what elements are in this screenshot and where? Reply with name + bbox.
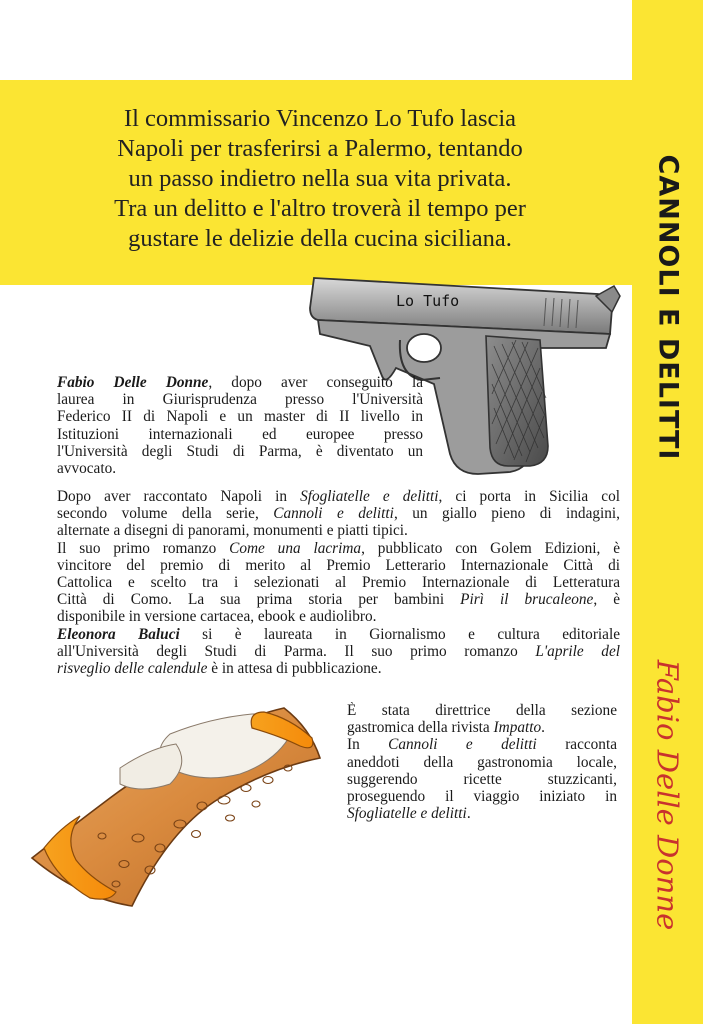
text-line: disponibile in versione cartacea, ebook e audiolibro.	[57, 608, 377, 626]
blurb-line: un passo indietro nella sua vita privata.	[128, 165, 512, 192]
text-run: , è	[593, 591, 620, 609]
spine-title-text: CANNOLI E DELITTI	[652, 154, 683, 461]
author-name: Fabio Delle Donne	[57, 374, 209, 391]
text-run: , un giallo pieno di indagini,	[393, 505, 620, 523]
text-run: si è laureata in Giornalismo e cultura editoriale	[179, 625, 620, 643]
bio-intro	[57, 374, 423, 477]
blurb	[40, 104, 600, 254]
coauthor-name: Eleonora Baluci	[57, 625, 180, 643]
text-run: è in attesa di pubblicazione.	[207, 660, 382, 678]
intro-line: l'Università degli Studi di Parma, è diventato un	[57, 442, 423, 460]
book-title: Cannoli e delitti	[273, 505, 394, 523]
text-line: alternate a disegni di panorami, monumenti e piatti tipici.	[57, 522, 408, 540]
blurb-line: Tra un delitto e l'altro troverà il tempo per	[114, 195, 526, 222]
book-title: L'aprile del	[535, 642, 620, 660]
book-title: risveglio delle calendule	[57, 660, 208, 678]
blurb-line: Napoli per trasferirsi a Palermo, tentando	[117, 135, 523, 162]
intro-line: , dopo aver conseguito la	[208, 374, 423, 391]
intro-line: laurea in Giurisprudenza presso l'Università	[57, 391, 423, 409]
text-run: gastromica della rivista	[347, 719, 494, 737]
text-line: vincitore del premio di merito al Premio Letterario Internazionale Città di	[57, 556, 620, 574]
text-line: Cattolica e scelto tra i selezionati al Premio Internazionale di Letteratura	[57, 574, 620, 592]
text-line: suggerendo ricette stuzzicanti,	[347, 770, 617, 788]
book-title: Come una lacrima	[229, 539, 362, 557]
spine-author	[632, 650, 703, 940]
text-run: , ci porta in Sicilia col	[438, 488, 620, 505]
text-run: Il suo primo romanzo	[57, 539, 230, 557]
text-run: secondo volume della serie,	[57, 505, 274, 523]
intro-line: Istituzioni internazionali ed europee presso	[57, 425, 423, 443]
cannolo-illustration	[20, 688, 338, 914]
blurb-line: Il commissario Vincenzo Lo Tufo lascia	[123, 105, 517, 132]
text-run: Dopo aver raccontato Napoli in	[57, 488, 301, 505]
book-title: Sfogliatelle e delitti	[347, 805, 467, 823]
spine-author-text: Fabio Delle Donne	[650, 659, 685, 931]
pistol-engraving: Lo Tufo	[396, 292, 460, 310]
text-line: aneddoti della gastronomia locale,	[347, 753, 617, 771]
text-run: all'Università degli Studi di Parma. Il suo primo romanzo	[57, 642, 536, 660]
book-title: Pirì il brucaleone	[460, 591, 594, 609]
text-run: .	[466, 805, 471, 823]
text-run: , pubblicato con Golem Edizioni, è	[361, 539, 620, 557]
text-run: In	[347, 736, 389, 754]
bio-main	[57, 488, 620, 677]
text-line: È stata direttrice della sezione	[347, 702, 617, 719]
magazine-title: Impatto	[493, 719, 542, 737]
intro-line: Federico II di Napoli e un master di II livello in	[57, 408, 423, 426]
text-run: .	[541, 719, 545, 737]
book-title: Sfogliatelle e delitti	[300, 488, 439, 505]
book-title: Cannoli e delitti	[388, 736, 537, 754]
text-run: Città di Como. La sua prima storia per bambini	[57, 591, 461, 609]
spine-title	[632, 130, 703, 485]
text-run: racconta	[536, 736, 617, 754]
text-line: proseguendo il viaggio iniziato in	[347, 788, 617, 806]
intro-line: avvocato.	[57, 460, 117, 478]
bio-right	[347, 702, 617, 822]
blurb-line: gustare le delizie della cucina siciliana.	[128, 225, 512, 252]
